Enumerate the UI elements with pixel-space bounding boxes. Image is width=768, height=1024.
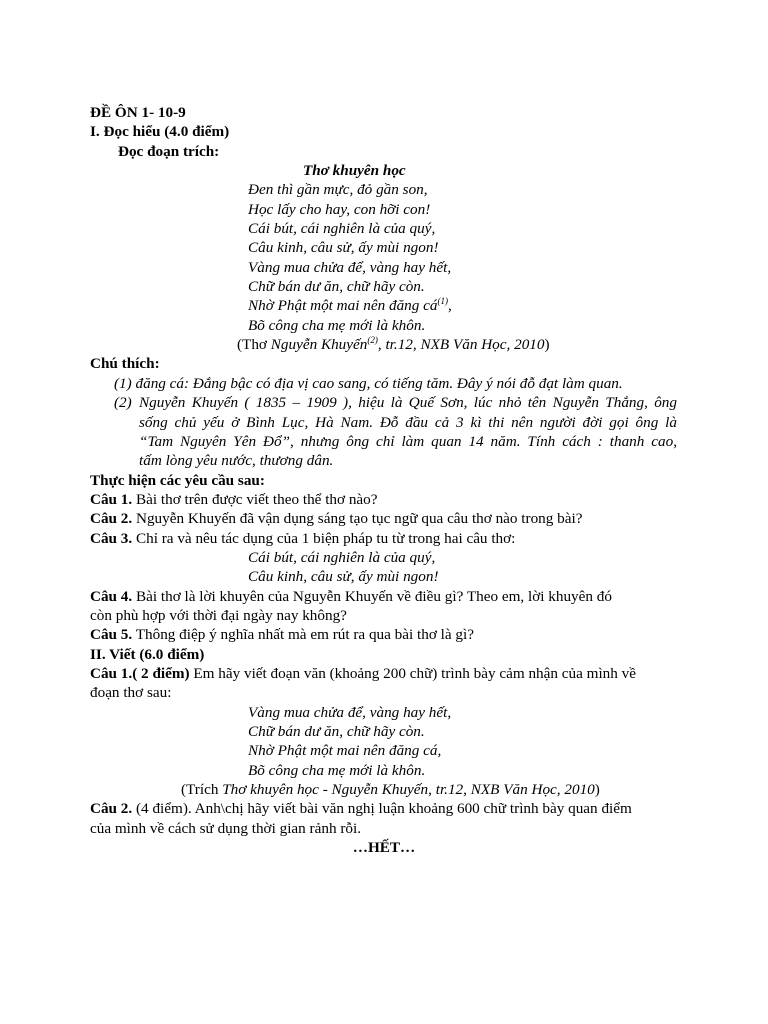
- notes-heading: Chú thích:: [90, 355, 160, 372]
- note-2-line-2: sống chủ yếu ở Bình Lục, Hà Nam. Đỗ đầu cả 3 kì thi nên người đời gọi ông là: [139, 414, 677, 431]
- read-prompt: Đọc đoạn trích:: [118, 143, 220, 160]
- question-2-label: Câu 2.: [90, 510, 133, 527]
- question-1: [90, 490, 378, 509]
- note-2-number: (2): [114, 394, 132, 411]
- question-5-label: Câu 5.: [90, 626, 133, 643]
- tasks-heading: Thực hiện các yêu cầu sau:: [90, 472, 265, 489]
- poem-source-rest: , tr.12, NXB Văn Học, 2010: [377, 336, 545, 353]
- poem-source-close: ): [544, 336, 550, 353]
- writing-verse-1: Vàng mua chửa để, vàng hay hết,: [248, 704, 452, 721]
- poem-line-3: Cái bút, cái nghiên là của quý,: [248, 220, 436, 237]
- writing-question-1-label: Câu 1.( 2 điểm): [90, 665, 190, 682]
- question-3-verse-2: Câu kinh, câu sử, ấy mùi ngon!: [248, 568, 439, 585]
- poem-line-5: Vàng mua chửa để, vàng hay hết,: [248, 259, 452, 276]
- note-1: (1) đăng cá: Đắng bậc có địa vị cao sang, có tiếng tăm. Đây ý nói đỗ đạt làm quan.: [114, 375, 623, 392]
- question-4-text: Bài thơ là lời khuyên của Nguyễn Khuyến về điều gì? Theo em, lời khuyên đó: [132, 588, 612, 605]
- poem-line-4: Câu kinh, câu sử, ấy mùi ngon!: [248, 239, 439, 256]
- writing-verse-2: Chữ bán dư ăn, chữ hãy còn.: [248, 723, 425, 740]
- writing-question-1: [90, 664, 636, 683]
- footnote-ref-1: (1): [437, 296, 448, 306]
- question-5: [90, 625, 474, 644]
- writing-source-close: ): [594, 781, 600, 798]
- question-3-text: Chỉ ra và nêu tác dụng của 1 biện pháp tu từ trong hai câu thơ:: [132, 530, 516, 547]
- question-3-verse-1: Cái bút, cái nghiên là của quý,: [248, 549, 436, 566]
- poem-source-open: (Thơ: [237, 336, 271, 353]
- note-2-line-1: Nguyễn Khuyến ( 1835 – 1909 ), hiệu là Quế Sơn, lúc nhỏ tên Nguyễn Thắng, ông: [139, 394, 677, 411]
- question-4-label: Câu 4.: [90, 588, 133, 605]
- end-marker: …HẾT…: [352, 839, 416, 856]
- poem-line-1: Đen thì gần mực, đỏ gần son,: [248, 181, 428, 198]
- poem-line-7-text: Nhờ Phật một mai nên đăng cá: [248, 297, 438, 314]
- poem-source: [237, 335, 550, 354]
- question-4-line-2: còn phù hợp với thời đại ngày nay không?: [90, 607, 347, 624]
- writing-question-1-line-2: đoạn thơ sau:: [90, 684, 172, 701]
- question-3-label: Câu 3.: [90, 530, 133, 547]
- writing-verse-3: Nhờ Phật một mai nên đăng cá,: [248, 742, 442, 759]
- question-3: [90, 529, 515, 548]
- writing-question-1-text: Em hãy viết đoạn văn (khoảng 200 chữ) trình bày cảm nhận của mình về: [189, 665, 636, 682]
- poem-source-author: Nguyễn Khuyến: [270, 336, 368, 353]
- note-2-line-4: tấm lòng yêu nước, thương dân.: [139, 452, 334, 469]
- section-writing-heading: II. Viết (6.0 điểm): [90, 646, 205, 663]
- writing-source-open: (Trích: [181, 781, 223, 798]
- writing-source-title: Thơ khuyên học - Nguyễn Khuyến, tr.12, NXB Văn Học, 2010: [222, 781, 595, 798]
- poem-line-7-tail: ,: [448, 297, 452, 314]
- section-reading-heading: I. Đọc hiểu (4.0 điểm): [90, 123, 230, 140]
- poem-title: Thơ khuyên học: [303, 162, 406, 179]
- question-1-label: Câu 1.: [90, 491, 133, 508]
- question-2: [90, 509, 582, 528]
- writing-source: [181, 780, 600, 799]
- exam-title: ĐỀ ÔN 1- 10-9: [90, 104, 186, 121]
- poem-line-6: Chữ bán dư ăn, chữ hãy còn.: [248, 278, 425, 295]
- poem-line-2: Học lấy cho hay, con hỡi con!: [248, 201, 431, 218]
- poem-line-7: [248, 296, 452, 315]
- footnote-ref-2: (2): [367, 335, 378, 345]
- writing-question-2: [90, 799, 632, 818]
- poem-line-8: Bõ công cha mẹ mới là khôn.: [248, 317, 426, 334]
- writing-question-2-label: Câu 2.: [90, 800, 133, 817]
- question-5-text: Thông điệp ý nghĩa nhất mà em rút ra qua bài thơ là gì?: [132, 626, 474, 643]
- writing-question-2-line-2: của mình về cách sử dụng thời gian rảnh rỗi.: [90, 820, 362, 837]
- question-2-text: Nguyễn Khuyến đã vận dụng sáng tạo tục ngữ qua câu thơ nào trong bài?: [132, 510, 583, 527]
- note-2-line-3: “Tam Nguyên Yên Đổ”, nhưng ông chỉ làm quan 14 năm. Tính cách : thanh cao,: [139, 433, 677, 450]
- question-1-text: Bài thơ trên được viết theo thể thơ nào?: [132, 491, 378, 508]
- writing-verse-4: Bõ công cha mẹ mới là khôn.: [248, 762, 426, 779]
- question-4: [90, 587, 612, 606]
- writing-question-2-text: (4 điểm). Anh\chị hãy viết bài văn nghị luận khoảng 600 chữ trình bày quan điểm: [132, 800, 632, 817]
